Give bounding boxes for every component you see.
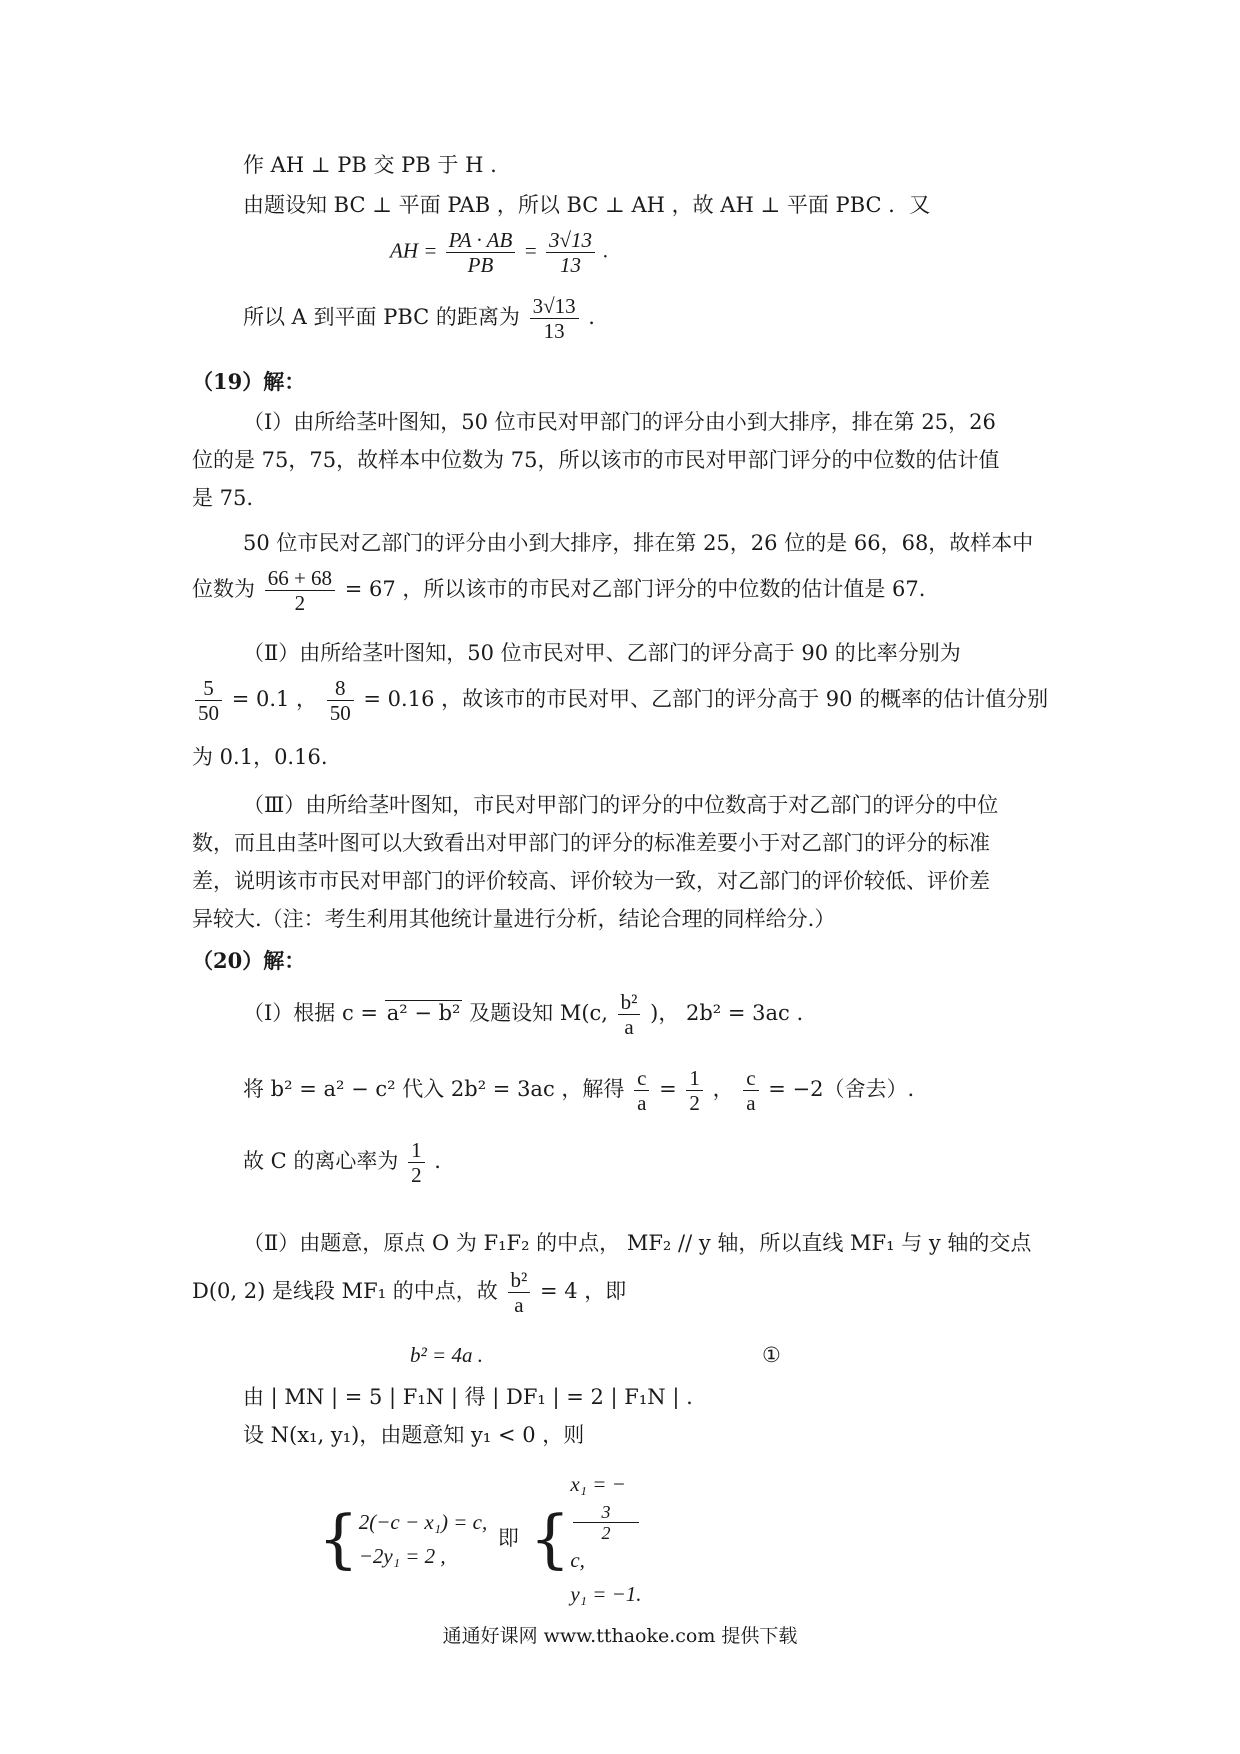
text-line-distance: 所以 A 到平面 PBC 的距离为 $\frac{3√13}{13}$ .: [243, 294, 595, 344]
text-line-eccentricity: 故 C 的离心率为 $\frac{1}{2}$ .: [243, 1138, 441, 1188]
text-line: （Ⅰ）由所给茎叶图知，50 位市民对甲部门的评分由小到大排序，排在第 25，26: [243, 410, 996, 434]
text-line: 为 0.1，0.16.: [192, 745, 328, 769]
text-line: （Ⅲ）由所给茎叶图知，市民对甲部门的评分的中位数高于对乙部门的评分的中位: [243, 793, 999, 817]
text-line: 位的是 75，75，故样本中位数为 75，所以该市的市民对甲部门评分的中位数的估计值: [192, 448, 1000, 472]
text-line: 是 75.: [192, 486, 254, 510]
text-line: 作 AH ⊥ PB 交 PB 于 H .: [243, 153, 497, 177]
text-line: 由 | MN | = 5 | F₁N | 得 | DF₁ | = 2 | F₁N | .: [243, 1385, 693, 1409]
equation-system: { 2(−c − x₁) = c, −2y₁ = 2 , 即 { x₁ = − 3 2 c, y₁ = −1.: [318, 1472, 642, 1606]
section-heading-20: （20）解：: [192, 948, 306, 973]
text-line-solve: 将 b² = a² − c² 代入 2b² = 3ac ，解得 $\frac{c}{a}$ = $\frac{1}{2}$ ， $\frac{c}{a}$ = −2（舍去）.: [243, 1066, 915, 1116]
text-line-midpoint: D(0, 2) 是线段 MF₁ 的中点，故 $\frac{\text{b²}}{a}$ = 4 ，即: [192, 1268, 627, 1318]
section-heading-19: （19）解：: [192, 369, 306, 394]
text-line-median: 位数为 $\frac{66 + 68}{2}$ = 67 ，所以该市的市民对乙部门评分的中位数的估计值是 67.: [192, 566, 926, 616]
text-line: 差，说明该市市民对甲部门的评价较高、评价较为一致，对乙部门的评价较低、评价差: [192, 869, 990, 893]
equation-ah: AH = $\frac{PA \cdot AB}{PB}$ = $\frac{3√13}{13}$ .: [390, 228, 609, 278]
text-line: （Ⅱ）由题意，原点 O 为 F₁F₂ 的中点， MF₂ // y 轴，所以直线 MF₁ 与 y 轴的交点: [243, 1231, 1032, 1255]
equation-number: ①: [762, 1343, 781, 1367]
text-line: 50 位市民对乙部门的评分由小到大排序，排在第 25，26 位的是 66，68，故样本中: [243, 531, 1034, 555]
footer-credit: 通通好课网 www.tthaoke.com 提供下载: [442, 1625, 798, 1647]
text-line-eccentricity-setup: （Ⅰ）根据 c = a² − b² 及题设知 M(c, $\frac{\text{b²}}{a}$ )， 2b² = 3ac .: [243, 990, 804, 1040]
equation-b2: b² = 4a .: [410, 1343, 483, 1367]
text-line: 数，而且由茎叶图可以大致看出对甲部门的评分的标准差要小于对乙部门的评分的标准: [192, 831, 990, 855]
text-line: 设 N(x₁, y₁)，由题意知 y₁ < 0 ，则: [243, 1423, 585, 1447]
text-line-ratio: $\frac{5}{50}$ = 0.1 ， $\frac{8}{50}$ = 0.16 ，故该市的市民对甲、乙部门的评分高于 90 的概率的估计值分别: [192, 676, 1048, 725]
text-line: 异较大.（注：考生利用其他统计量进行分析，结论合理的同样给分.）: [192, 907, 836, 931]
text-line: 由题设知 BC ⊥ 平面 PAB ，所以 BC ⊥ AH ，故 AH ⊥ 平面 PBC ．又: [243, 193, 931, 217]
text-line: （Ⅱ）由所给茎叶图知，50 位市民对甲、乙部门的评分高于 90 的比率分别为: [243, 641, 961, 665]
